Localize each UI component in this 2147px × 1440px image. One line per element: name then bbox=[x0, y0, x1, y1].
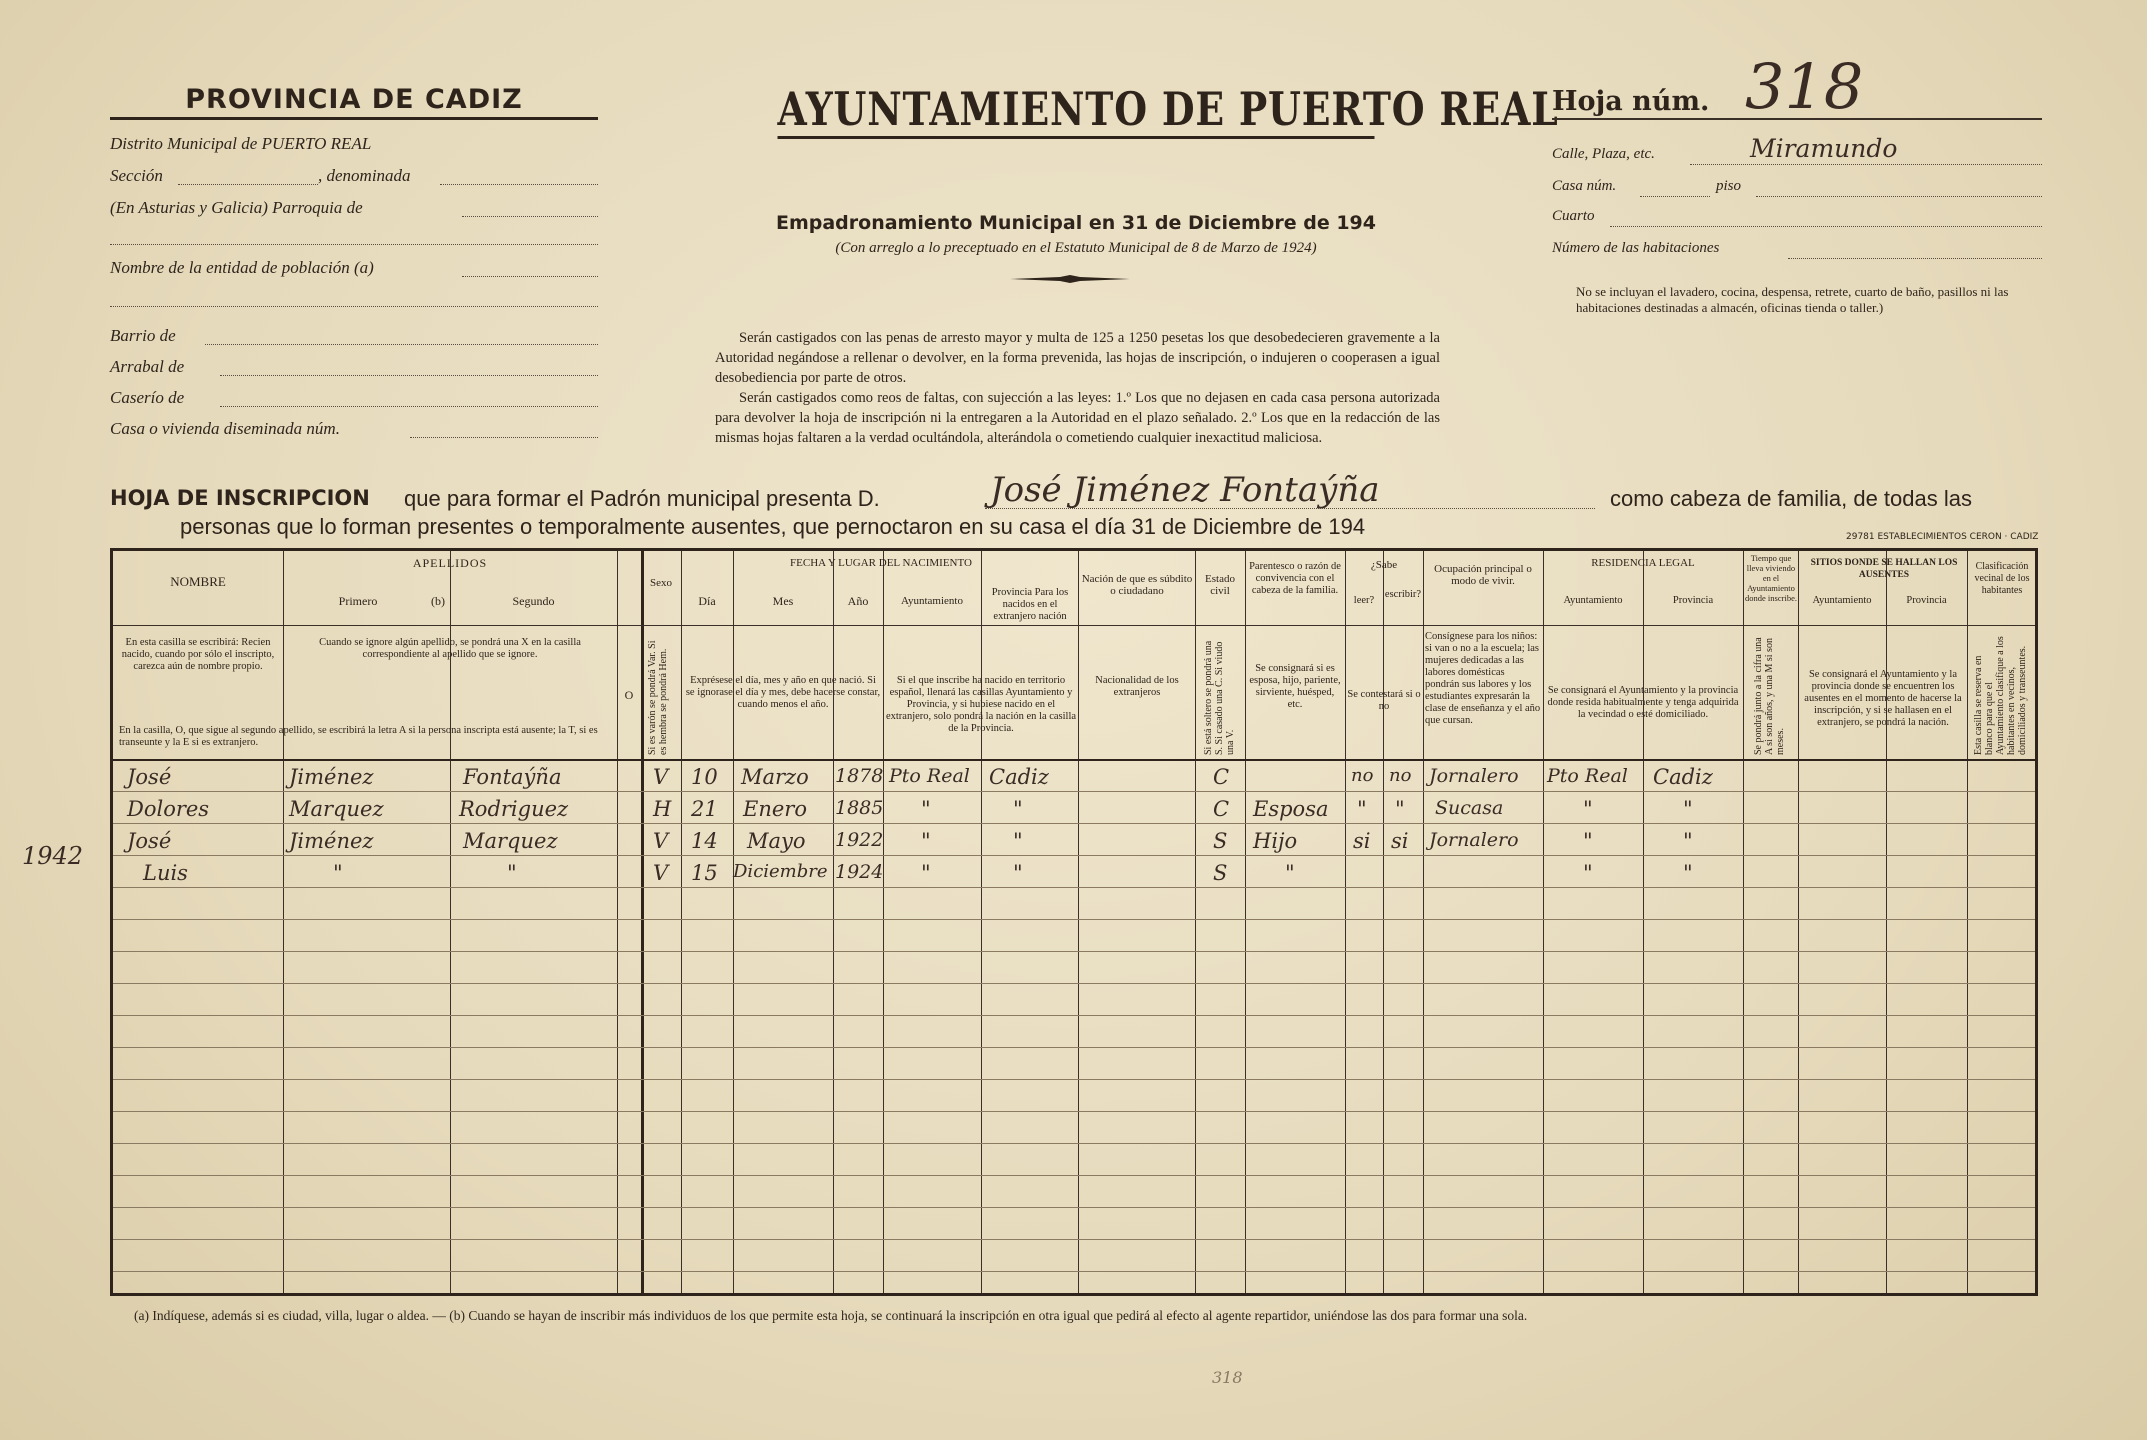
col-res-prov: Provincia bbox=[1672, 595, 1714, 606]
section-label: Sección bbox=[110, 166, 163, 185]
row3-segundo: Marquez bbox=[463, 829, 558, 853]
row2-sexo: H bbox=[653, 797, 672, 821]
inscription-line-2: personas que lo forman presentes o temporalmente ausentes, que pernoctaron en su casa el día 31 de Diciembre de 194 bbox=[180, 514, 1366, 539]
rooms-count-label: Número de las habitaciones bbox=[1552, 240, 1720, 256]
floor-label: piso bbox=[1716, 178, 1742, 194]
col-estado: Estado civil bbox=[1205, 573, 1235, 597]
col-residencia: RESIDENCIA LEGAL bbox=[1591, 557, 1695, 569]
col-provincia-nac: Provincia Para los nacidos en el extranjero nación bbox=[991, 587, 1069, 622]
col-sit-prov: Provincia bbox=[1906, 595, 1947, 606]
row1-primero: Jiménez bbox=[289, 765, 374, 789]
inscription-text-2: como cabeza de familia, de todas las bbox=[1610, 486, 1972, 511]
col-res-ayto: Ayuntamiento bbox=[1563, 595, 1623, 606]
col-sitios: SITIOS DONDE SE HALLAN LOS AUSENTES bbox=[1810, 558, 1958, 580]
printer-mark: 29781 ESTABLECIMIENTOS CERON · CADIZ bbox=[1846, 532, 2039, 542]
col-primero: Primero bbox=[338, 594, 378, 608]
head-of-family-name: José Jiménez Fontaýña bbox=[990, 470, 1380, 510]
row3-dia: 14 bbox=[691, 829, 718, 853]
footnote: (a) Indíquese, además si es ciudad, villa, lugar o aldea. — (b) Cuando se hayan de inscribir más individuos de los que permite esta hoja, se continuará la inscripción en otra igual que pedirá al efecto al agente repartidor, uniéndose las dos para formar una sola. bbox=[134, 1308, 1528, 1323]
casa-diseminada-label: Casa o vivienda diseminada núm. bbox=[110, 419, 340, 438]
row4-res-ayto: " bbox=[1583, 861, 1593, 885]
row3-estado: S bbox=[1213, 829, 1228, 853]
street-value: Miramundo bbox=[1750, 134, 1898, 163]
inscription-lead: HOJA DE INSCRIPCION bbox=[110, 486, 370, 510]
row1-res-ayto: Pto Real bbox=[1547, 765, 1628, 787]
district-label: Distrito Municipal de PUERTO REAL bbox=[110, 134, 372, 153]
caserio-label: Caserío de bbox=[110, 388, 185, 407]
row3-parentesco: Hijo bbox=[1253, 829, 1298, 853]
row1-nombre: José bbox=[127, 765, 172, 789]
row2-primero: Marquez bbox=[289, 797, 384, 821]
col-b: (b) bbox=[431, 594, 445, 608]
row1-mes: Marzo bbox=[741, 765, 809, 789]
col-parentesco: Parentesco o razón de convivencia con el cabeza de la familia. bbox=[1249, 561, 1341, 596]
margin-year-note: 1942 bbox=[22, 842, 84, 870]
row3-res-ayto: " bbox=[1583, 829, 1593, 853]
inscription-table bbox=[110, 548, 2038, 1296]
parish-label: (En Asturias y Galicia) Parroquia de bbox=[110, 198, 363, 217]
row2-prov: " bbox=[1013, 797, 1023, 821]
col-escribir: escribir? bbox=[1384, 589, 1422, 600]
row2-nombre: Dolores bbox=[127, 797, 210, 821]
col-ayuntamiento: Ayuntamiento bbox=[901, 595, 963, 607]
row3-nombre: José bbox=[127, 829, 172, 853]
instr-clasif: Esta casilla se reserva en blanco para que el Ayuntamiento clasifique a los habitantes en vecinos, domiciliados y transeuntes. bbox=[1973, 636, 2028, 755]
row2-ano: 1885 bbox=[835, 797, 884, 819]
col-fecha-lugar: FECHA Y LUGAR DEL NACIMIENTO bbox=[790, 557, 972, 569]
row4-segundo: " bbox=[507, 861, 517, 885]
census-subtitle-note: (Con arreglo a lo preceptuado en el Estatuto Municipal de 8 de Marzo de 1924) bbox=[835, 240, 1317, 256]
row3-mes: Mayo bbox=[747, 829, 806, 853]
row4-ayto: " bbox=[921, 861, 931, 885]
hoja-number: 318 bbox=[1745, 50, 1864, 123]
census-subtitle: Empadronamiento Municipal en 31 de Diciembre de 194 bbox=[775, 212, 1376, 234]
col-tiempo: Tiempo que lleva viviendo en el Ayuntamiento donde inscribe. bbox=[1745, 553, 1797, 603]
row3-leer: si bbox=[1353, 829, 1371, 853]
denominated-label: , denominada bbox=[318, 166, 411, 185]
penalty-paragraph-1: Serán castigados con las penas de arresto mayor y multa de 125 a 1250 pesetas los que desobedecieren gravemente a la Autoridad negándose a rellenar o devolver, en la forma prevenida, las hojas de inscripción, o indujeren o cooperasen a igual desobediencia por parte de otros. bbox=[715, 330, 1440, 386]
row4-nombre: Luis bbox=[143, 861, 188, 885]
row4-prov: " bbox=[1013, 861, 1023, 885]
col-leer: leer? bbox=[1353, 595, 1375, 606]
row2-res-ayto: " bbox=[1583, 797, 1593, 821]
row4-ano: 1924 bbox=[835, 861, 884, 883]
bottom-sheet-mark: 318 bbox=[1212, 1368, 1243, 1387]
col-ocupacion: Ocupación principal o modo de vivir. bbox=[1434, 563, 1532, 587]
col-sit-ayto: Ayuntamiento bbox=[1812, 595, 1872, 606]
row4-dia: 15 bbox=[691, 861, 718, 885]
row2-parentesco: Esposa bbox=[1253, 797, 1329, 821]
row1-estado: C bbox=[1213, 765, 1230, 789]
instr-apellidos-2: En la casilla, O, que sigue al segundo apellido, se escribirá la letra A si la persona inscripta está ausente; la T, si es transeunte y la E si es extranjero. bbox=[119, 725, 598, 748]
row2-escribir: " bbox=[1395, 797, 1405, 821]
col-ano: Año bbox=[847, 594, 869, 608]
inscription-text-1: que para formar el Padrón municipal presenta D. bbox=[404, 486, 880, 511]
row4-estado: S bbox=[1213, 861, 1228, 885]
province-title: PROVINCIA DE CADIZ bbox=[110, 84, 598, 120]
instr-sitios: Se consignará el Ayuntamiento y la provincia donde se encuentren los ausentes en el momento de hacerse la inscripción, y si se hallasen en el extranjero, se pondrá la nación. bbox=[1804, 669, 1962, 728]
barrio-label: Barrio de bbox=[110, 326, 176, 345]
col-segundo: Segundo bbox=[512, 594, 555, 608]
entity-label: Nombre de la entidad de población (a) bbox=[110, 258, 374, 277]
row2-estado: C bbox=[1213, 797, 1230, 821]
row3-res-prov: " bbox=[1683, 829, 1693, 853]
instr-apellidos: Cuando se ignore algún apellido, se pondrá una X en la casilla correspondiente al apellido que se ignore. bbox=[319, 637, 581, 660]
instr-sabe: Se contestará si o no bbox=[1347, 689, 1421, 712]
col-apellidos: APELLIDOS bbox=[412, 556, 488, 570]
row1-segundo: Fontaýña bbox=[463, 765, 562, 789]
row1-leer: no bbox=[1351, 765, 1374, 786]
instr-residencia: Se consignará el Ayuntamiento y la provincia donde resida habitualmente y tenga adquirida la vecindad o esté domiciliado. bbox=[1547, 685, 1739, 720]
street-label: Calle, Plaza, etc. bbox=[1552, 146, 1655, 162]
row3-prov: " bbox=[1013, 829, 1023, 853]
col-nacion: Nación de que es súbdito o ciudadano bbox=[1081, 573, 1193, 597]
instr-parentesco: Se consignará si es esposa, hijo, pariente, sirviente, huésped, etc. bbox=[1249, 663, 1341, 710]
row1-sexo: V bbox=[653, 765, 669, 789]
house-number-label: Casa núm. bbox=[1552, 178, 1617, 194]
row2-ocupacion: Sucasa bbox=[1435, 797, 1504, 819]
instr-lugar: Si el que inscribe ha nacido en territorio español, llenará las casillas Ayuntamiento y Provincia, y si hubiese nacido en el extranjero, solo pondrá la nación en la casilla de la Provincia. bbox=[885, 675, 1077, 734]
penalty-paragraph-2: Serán castigados como reos de faltas, con sujección a las leyes: 1.º Los que no dejasen en cada casa persona autorizada para devolver la hoja de inscripción ni la entregaren a la Autoridad en el plazo señalado. 2.º Los que en la redacción de las mismas hojas faltaren a la verdad ocultándola, alterándola o cometiendo cualquier inexactitud maliciosa. bbox=[715, 390, 1440, 446]
room-label: Cuarto bbox=[1552, 208, 1595, 224]
row3-primero: Jiménez bbox=[289, 829, 374, 853]
col-sexo: Sexo bbox=[650, 577, 672, 589]
arrabal-label: Arrabal de bbox=[110, 357, 185, 376]
col-nombre: NOMBRE bbox=[170, 574, 226, 589]
row4-sexo: V bbox=[653, 861, 669, 885]
row3-ano: 1922 bbox=[835, 829, 884, 851]
row2-ayto: " bbox=[921, 797, 931, 821]
col-mes: Mes bbox=[772, 594, 794, 608]
rooms-note: No se incluyan el lavadero, cocina, despensa, retrete, cuarto de baño, pasillos ni las habitaciones destinadas a almacén, oficinas tienda o taller.) bbox=[1576, 284, 2009, 315]
instr-sexo: Si es varón se pondrá Var. Si es hembra se pondrá Hem. bbox=[647, 640, 669, 755]
row3-sexo: V bbox=[653, 829, 669, 853]
instr-nombre: En esta casilla se escribirá: Recien nacido, cuando por sólo el inscripto, carezca aún de nombre propio. bbox=[121, 637, 275, 672]
ornament bbox=[1010, 270, 1130, 276]
municipality-title: AYUNTAMIENTO DE PUERTO REAL bbox=[778, 82, 1375, 139]
row1-dia: 10 bbox=[691, 765, 718, 789]
row4-res-prov: " bbox=[1683, 861, 1693, 885]
row3-ayto: " bbox=[921, 829, 931, 853]
row2-res-prov: " bbox=[1683, 797, 1693, 821]
instr-nacion: Nacionalidad de los extranjeros bbox=[1095, 675, 1179, 698]
hoja-label: Hoja núm. bbox=[1552, 86, 1710, 117]
row1-ayto: Pto Real bbox=[889, 765, 970, 787]
col-sabe: ¿Sabe bbox=[1370, 559, 1398, 571]
row1-prov: Cadiz bbox=[989, 765, 1049, 789]
row4-mes: Diciembre bbox=[733, 861, 828, 882]
row2-segundo: Rodriguez bbox=[459, 797, 569, 821]
row3-ocupacion: Jornalero bbox=[1429, 829, 1519, 851]
row1-res-prov: Cadiz bbox=[1653, 765, 1713, 789]
instr-fecha: Exprésese el día, mes y año en que nació. Si se ignorase el día y mes, debe hacerse constar, cuando menos el año. bbox=[685, 675, 881, 710]
col-clasif: Clasificación vecinal de los habitantes bbox=[1974, 561, 2030, 596]
row1-ano: 1878 bbox=[835, 765, 884, 787]
col-dia: Día bbox=[698, 594, 716, 608]
instr-o: O bbox=[624, 688, 634, 702]
instr-estado: Si está soltero se pondrá una S. Si casado una C. Si viudo una V. bbox=[1203, 640, 1236, 755]
row4-parentesco: " bbox=[1285, 861, 1295, 885]
row1-ocupacion: Jornalero bbox=[1429, 765, 1519, 787]
row2-leer: " bbox=[1357, 797, 1367, 821]
row3-escribir: si bbox=[1391, 829, 1409, 853]
row2-dia: 21 bbox=[691, 797, 718, 821]
row4-primero: " bbox=[333, 861, 343, 885]
row2-mes: Enero bbox=[743, 797, 807, 821]
instr-ocupacion: Consígnese para los niños: si van o no a la escuela; las mujeres dedicadas a las labores domésticas pondrán sus labores y los estudiantes expresarán la clase de enseñanza y el año que cursan. bbox=[1425, 631, 1541, 726]
row1-escribir: no bbox=[1389, 765, 1412, 786]
instr-tiempo: Se pondrá junto a la cifra una A si son años, y una M si son meses. bbox=[1753, 637, 1786, 755]
